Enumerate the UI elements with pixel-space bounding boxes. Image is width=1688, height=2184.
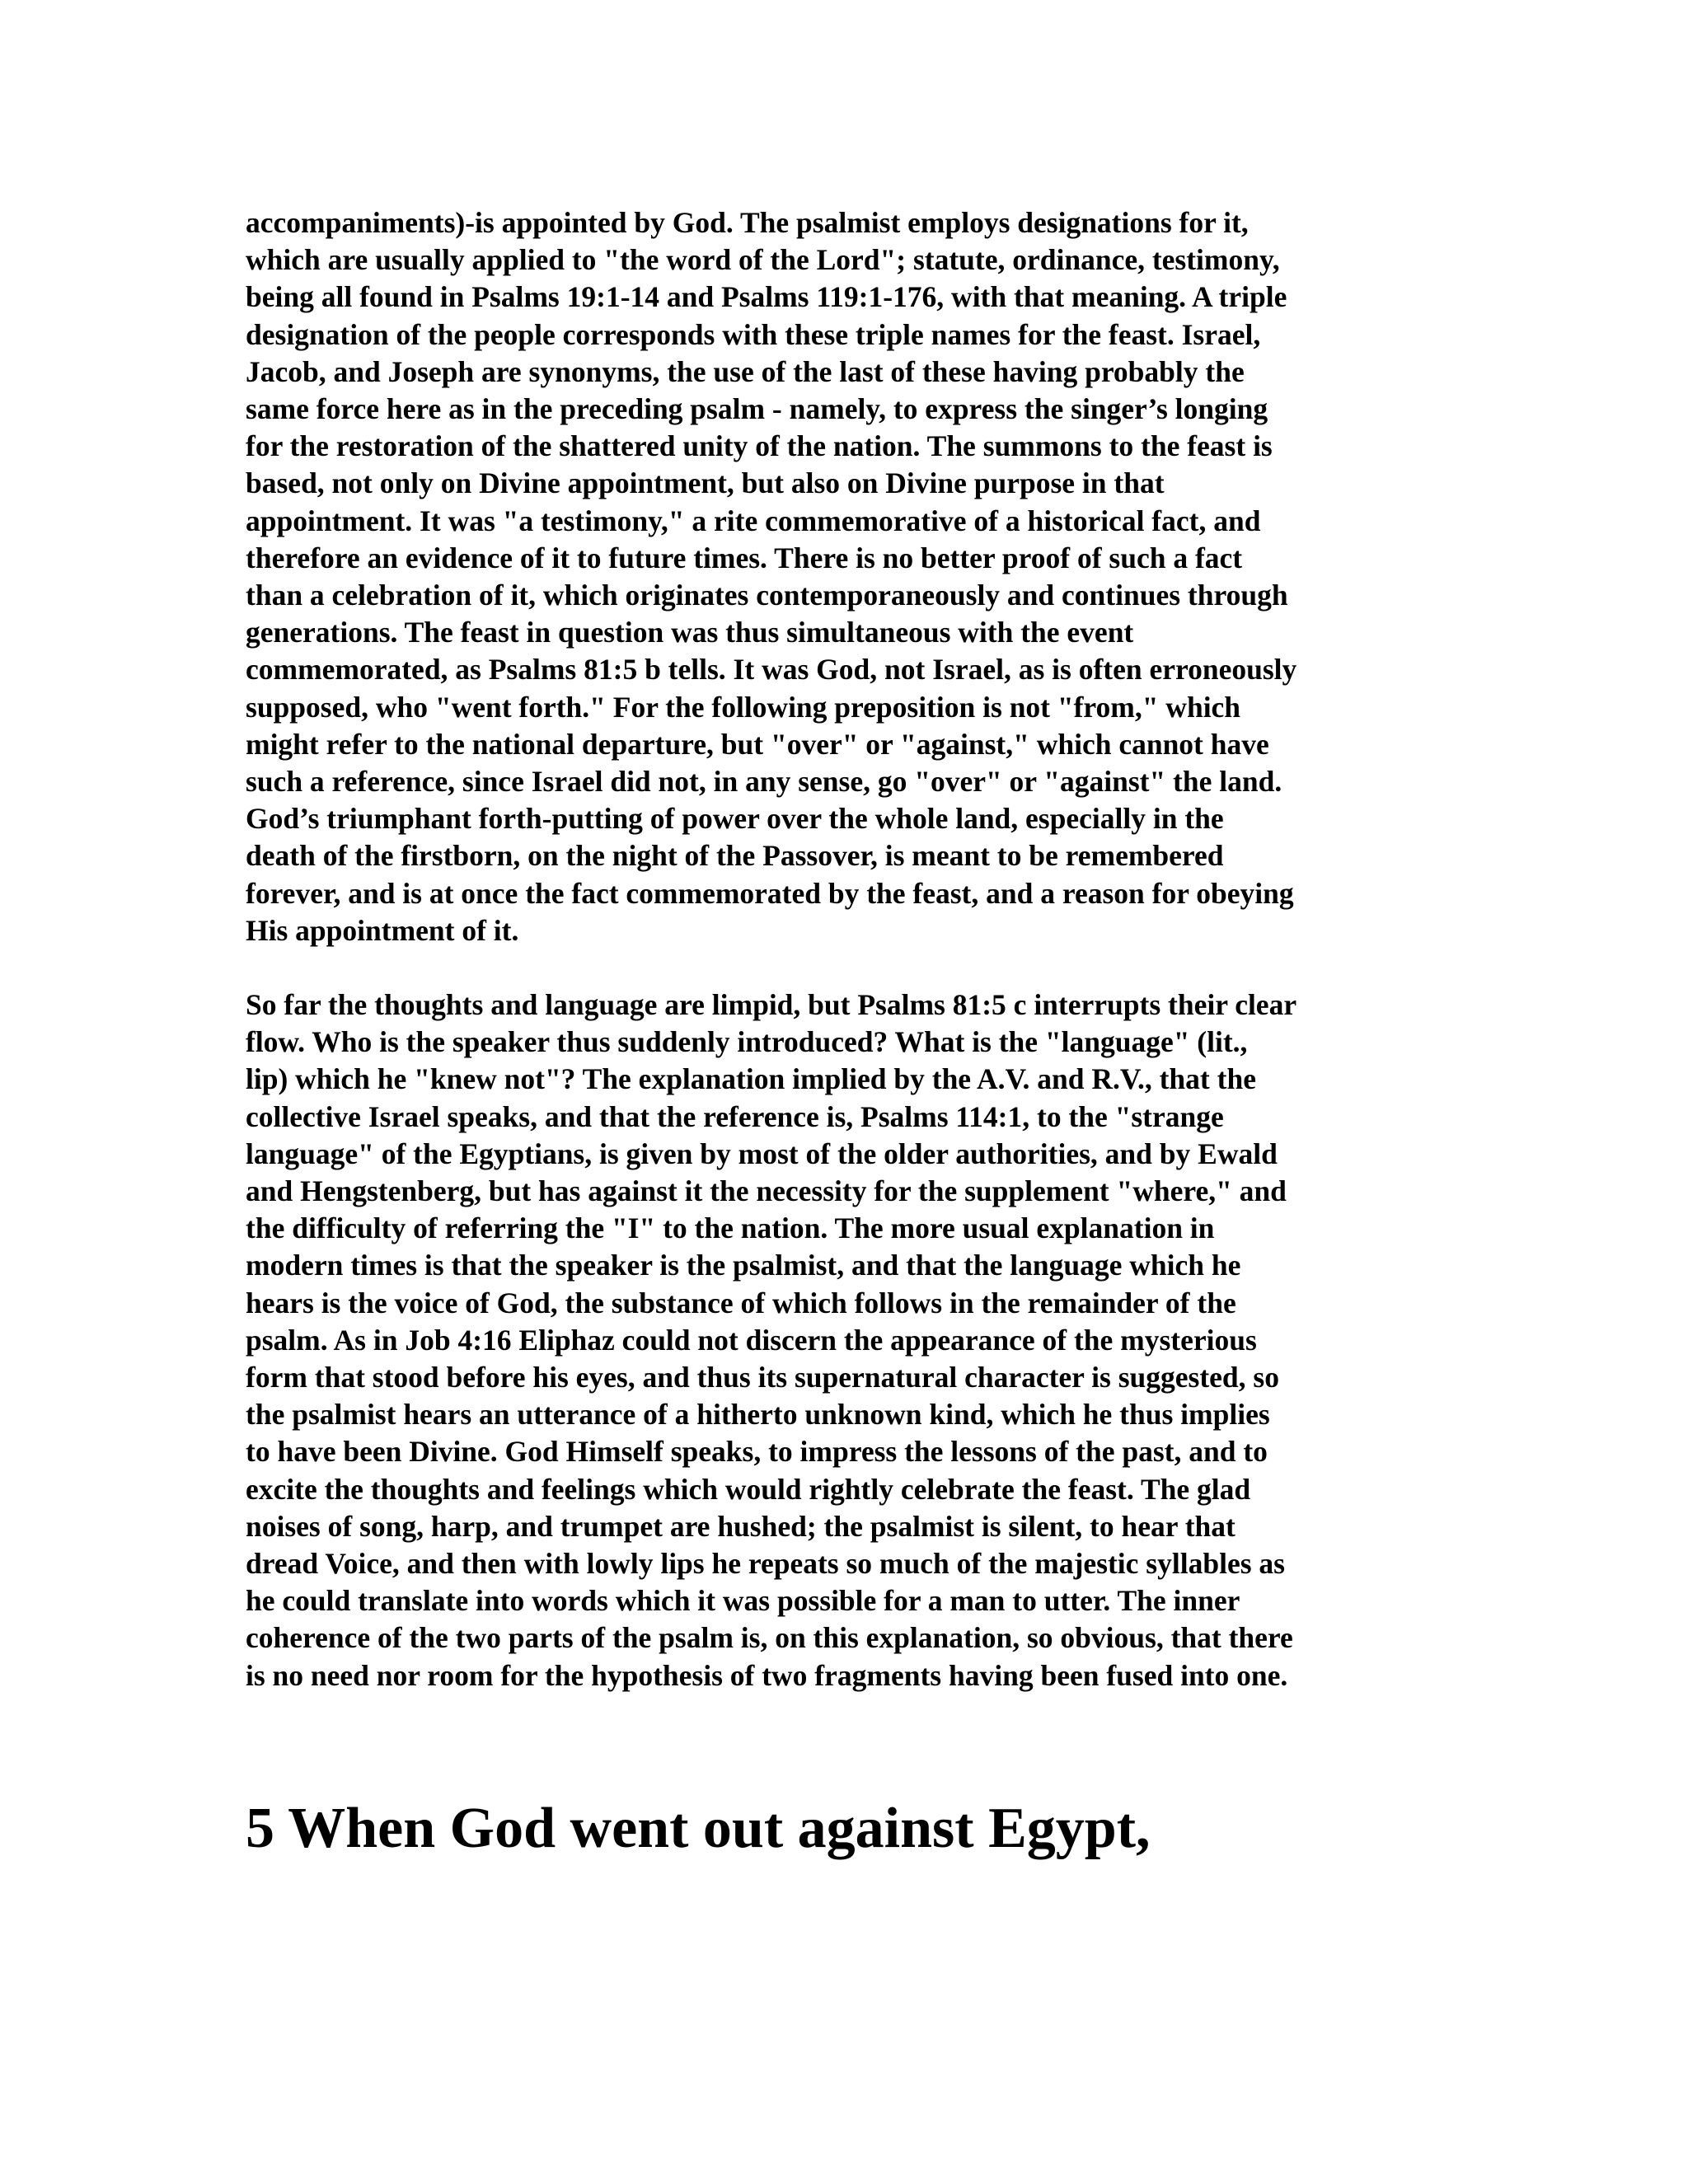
text-line: psalm. As in Job 4:16 Eliphaz could not discern the appearance of the mysterious <box>246 1323 1257 1357</box>
text-line: supposed, who "went forth." For the following preposition is not "from," which <box>246 690 1241 724</box>
text-line: commemorated, as Psalms 81:5 b tells. It was God, not Israel, as is often erroneously <box>246 653 1297 687</box>
text-line: excite the thoughts and feelings which would rightly celebrate the feast. The glad <box>246 1472 1251 1506</box>
text-line: language" of the Egyptians, is given by most of the older authorities, and by Ewald <box>246 1137 1278 1170</box>
text-line: collective Israel speaks, and that the reference is, Psalms 114:1, to the "strange <box>246 1099 1224 1133</box>
text-line: might refer to the national departure, but "over" or "against," which cannot have <box>246 727 1269 761</box>
text-line: Jacob, and Joseph are synonyms, the use of the last of these having probably the <box>246 354 1245 388</box>
text-line: therefore an evidence of it to future times. There is no better proof of such a fact <box>246 541 1243 574</box>
commentary-paragraph-1 <box>246 204 1449 949</box>
text-line: forever, and is at once the fact commemorated by the feast, and a reason for obeying <box>246 876 1294 910</box>
text-line: lip) which he "knew not"? The explanation implied by the A.V. and R.V., that the <box>246 1062 1256 1096</box>
text-line: for the restoration of the shattered unity of the nation. The summons to the feast is <box>246 429 1273 463</box>
text-line: accompaniments)-is appointed by God. The psalmist employs designations for it, <box>246 206 1249 239</box>
text-line: form that stood before his eyes, and thus its supernatural character is suggested, so <box>246 1361 1279 1394</box>
text-line: flow. Who is the speaker thus suddenly introduced? What is the "language" (lit., <box>246 1025 1248 1059</box>
text-line: death of the firstborn, on the night of the Passover, is meant to be remembered <box>246 839 1224 873</box>
text-line: noises of song, harp, and trumpet are hushed; the psalmist is silent, to hear that <box>246 1509 1236 1543</box>
text-line: So far the thoughts and language are limpid, but Psalms 81:5 c interrupts their clear <box>246 988 1297 1021</box>
text-line: such a reference, since Israel did not, in any sense, go "over" or "against" the land. <box>246 765 1282 799</box>
text-line: than a celebration of it, which originates contemporaneously and continues through <box>246 579 1288 612</box>
text-line: His appointment of it. <box>246 913 519 947</box>
text-line: God’s triumphant forth-putting of power over the whole land, especially in the <box>246 802 1224 836</box>
text-line: and Hengstenberg, but has against it the necessity for the supplement "where," and <box>246 1174 1287 1208</box>
text-line: modern times is that the speaker is the psalmist, and that the language which he <box>246 1249 1241 1282</box>
text-line: based, not only on Divine appointment, but also on Divine purpose in that <box>246 466 1165 500</box>
text-line: coherence of the two parts of the psalm is, on this explanation, so obvious, that there <box>246 1621 1293 1655</box>
text-line: the difficulty of referring the "I" to the nation. The more usual explanation in <box>246 1212 1215 1245</box>
text-line: hears is the voice of God, the substance of which follows in the remainder of the <box>246 1286 1236 1319</box>
text-line: is no need nor room for the hypothesis of two fragments having been fused into one. <box>246 1658 1288 1692</box>
text-line: to have been Divine. God Himself speaks, to impress the lessons of the past, and to <box>246 1435 1268 1469</box>
verse-heading: 5 When God went out against Egypt, <box>246 1797 1151 1860</box>
text-line: same force here as in the preceding psalm - namely, to express the singer’s longing <box>246 392 1268 426</box>
text-line: generations. The feast in question was thus simultaneous with the event <box>246 616 1134 649</box>
text-line: which are usually applied to "the word of the Lord"; statute, ordinance, testimony, <box>246 243 1280 277</box>
text-line: dread Voice, and then with lowly lips he repeats so much of the majestic syllables as <box>246 1547 1285 1581</box>
commentary-paragraph-2 <box>246 987 1449 1694</box>
text-line: being all found in Psalms 19:1-14 and Psalms 119:1-176, with that meaning. A triple <box>246 280 1287 314</box>
text-line: the psalmist hears an utterance of a hitherto unknown kind, which he thus implies <box>246 1398 1270 1432</box>
text-line: appointment. It was "a testimony," a rite commemorative of a historical fact, and <box>246 504 1261 537</box>
text-line: he could translate into words which it was possible for a man to utter. The inner <box>246 1584 1240 1618</box>
text-line: designation of the people corresponds with these triple names for the feast. Israel, <box>246 317 1261 351</box>
